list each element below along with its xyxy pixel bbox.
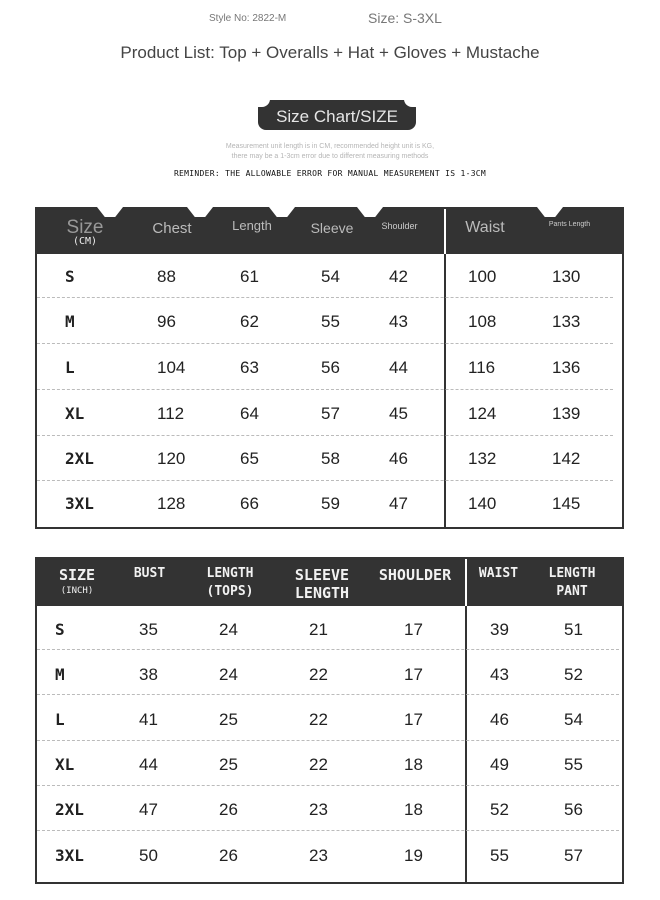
cell-shoulder: 42: [389, 267, 408, 286]
row-separator: [37, 694, 619, 695]
cell-shoulder: 45: [389, 404, 408, 423]
cell-sleeve-length: 22: [309, 755, 328, 774]
cell-size: 3XL: [55, 846, 84, 865]
table-row: [37, 436, 622, 481]
cell-sleeve-length: 23: [309, 800, 328, 819]
cell-waist: 140: [468, 494, 497, 513]
cell-chest: 112: [157, 404, 185, 423]
cell-length-pant: 51: [564, 620, 583, 639]
cell-length: 25: [219, 710, 238, 729]
cell-length: 64: [240, 404, 259, 423]
cell-bust: 47: [139, 800, 158, 819]
cell-length: 61: [240, 267, 259, 286]
cell-length-pant: 56: [564, 800, 583, 819]
cell-sleeve-length: 21: [309, 620, 328, 639]
header-notch: [97, 207, 123, 217]
cell-shoulder: 19: [404, 846, 423, 865]
cell-size: 2XL: [55, 800, 84, 819]
reminder-text: REMINDER: THE ALLOWABLE ERROR FOR MANUAL MEASUREMENT IS 1-3CM: [173, 169, 487, 178]
cell-chest: 88: [157, 267, 176, 286]
cell-chest: 96: [157, 312, 176, 331]
table-row: [37, 390, 622, 435]
cell-size: 2XL: [65, 449, 94, 468]
table-row: [37, 254, 622, 299]
header-length-pant-2: PANT: [556, 584, 588, 599]
cell-shoulder: 47: [389, 494, 408, 513]
header-notch: [187, 207, 213, 217]
cell-size: 3XL: [65, 494, 94, 513]
cell-pants-length: 139: [552, 404, 581, 423]
header-sleeve: Sleeve: [310, 220, 354, 236]
cell-sleeve: 54: [321, 267, 340, 286]
style-number: Style No: 2822-M: [209, 13, 287, 24]
cell-shoulder: 43: [389, 312, 408, 331]
cell-shoulder: 17: [404, 620, 423, 639]
table-inch-header: [37, 559, 622, 606]
cell-sleeve: 55: [321, 312, 340, 331]
cell-length: 24: [219, 620, 238, 639]
size-table-inch: [35, 557, 624, 884]
cell-waist: 49: [490, 755, 509, 774]
header-size-unit: (CM): [72, 236, 98, 247]
cell-bust: 38: [139, 665, 158, 684]
header-divider: [465, 559, 467, 606]
product-list: Product List: Top + Overalls + Hat + Gloves + Mustache: [120, 43, 540, 62]
size-range: Size: S-3XL: [368, 10, 442, 26]
cell-size: M: [55, 665, 65, 684]
cell-pants-length: 136: [552, 358, 581, 377]
cell-pants-length: 145: [552, 494, 581, 513]
cell-size: S: [55, 620, 65, 639]
cell-pants-length: 130: [552, 267, 581, 286]
cell-waist: 46: [490, 710, 509, 729]
cell-chest: 128: [157, 494, 186, 513]
measurement-note-1: Measurement unit length is in CM, recommended height unit is KG,: [225, 143, 435, 150]
table-cm-header: [37, 209, 622, 254]
header-pants-length: Pants Length: [548, 221, 591, 228]
cell-bust: 35: [139, 620, 158, 639]
header-length: Length: [232, 218, 272, 233]
cell-size: XL: [65, 404, 85, 423]
table-row: [37, 606, 622, 651]
cell-shoulder: 17: [404, 665, 423, 684]
cell-length-pant: 54: [564, 710, 583, 729]
header-waist: WAIST: [478, 566, 519, 581]
table-row: [37, 344, 622, 389]
cell-length-pant: 57: [564, 846, 583, 865]
cell-bust: 41: [139, 710, 158, 729]
header-shoulder: Shoulder: [381, 221, 418, 231]
cell-waist: 39: [490, 620, 509, 639]
header-notch: [537, 207, 563, 217]
cell-waist: 108: [468, 312, 497, 331]
cell-length: 62: [240, 312, 259, 331]
cell-size: L: [65, 358, 75, 377]
header-shoulder: SHOULDER: [378, 566, 452, 584]
table-row: [37, 741, 622, 786]
cell-length: 66: [240, 494, 259, 513]
cell-length: 26: [219, 846, 238, 865]
cell-size: M: [65, 312, 75, 331]
cell-pants-length: 133: [552, 312, 581, 331]
header-size-unit: (INCH): [60, 586, 94, 596]
cell-bust: 44: [139, 755, 158, 774]
cell-waist: 124: [468, 404, 497, 423]
cell-waist: 55: [490, 846, 509, 865]
cell-sleeve-length: 23: [309, 846, 328, 865]
cell-size: L: [55, 710, 65, 729]
cell-shoulder: 18: [404, 800, 423, 819]
cell-sleeve: 58: [321, 449, 340, 468]
row-separator: [37, 649, 619, 650]
cell-length-pant: 52: [564, 665, 583, 684]
header-sleeve-length-1: SLEEVE: [294, 566, 350, 584]
cell-size: S: [65, 267, 75, 286]
cell-chest: 104: [157, 358, 186, 377]
cell-waist: 116: [468, 358, 496, 377]
cell-chest: 120: [157, 449, 186, 468]
header-length-tops-2: (TOPS): [206, 584, 254, 599]
row-separator: [37, 297, 613, 298]
cell-sleeve-length: 22: [309, 710, 328, 729]
header-size: SIZE: [58, 566, 96, 584]
table-row: [37, 786, 622, 831]
cell-bust: 50: [139, 846, 158, 865]
cell-sleeve: 57: [321, 404, 340, 423]
header-size: Size: [66, 217, 104, 238]
cell-sleeve-length: 22: [309, 665, 328, 684]
cell-length: 24: [219, 665, 238, 684]
measurement-note-2: there may be a 1-3cm error due to different measuring methods: [231, 153, 429, 160]
table-row: [37, 831, 622, 882]
header-divider: [444, 209, 446, 254]
table-row: [37, 651, 622, 696]
badge-notch-right: [404, 99, 416, 107]
table-row: [37, 299, 622, 344]
cell-sleeve: 59: [321, 494, 340, 513]
header-bust: BUST: [133, 566, 166, 581]
size-table-cm: [35, 207, 624, 529]
cell-length-pant: 55: [564, 755, 583, 774]
badge-notch-left: [258, 99, 270, 107]
size-chart-badge: [258, 100, 416, 130]
cell-length: 25: [219, 755, 238, 774]
cell-pants-length: 142: [552, 449, 581, 468]
cell-length: 26: [219, 800, 238, 819]
cell-waist: 52: [490, 800, 509, 819]
header-sleeve-length-2: LENGTH: [294, 584, 350, 602]
header-length-pant-1: LENGTH: [548, 566, 596, 581]
top-info: [0, 10, 660, 30]
cell-shoulder: 44: [389, 358, 408, 377]
header-notch: [357, 207, 383, 217]
cell-waist: 43: [490, 665, 509, 684]
cell-waist: 100: [468, 267, 497, 286]
cell-waist: 132: [468, 449, 497, 468]
cell-sleeve: 56: [321, 358, 340, 377]
cell-size: XL: [55, 755, 75, 774]
cell-shoulder: 18: [404, 755, 423, 774]
badge-label: Size Chart/SIZE: [276, 107, 398, 126]
header-length-tops-1: LENGTH: [206, 566, 254, 581]
table-row: [37, 481, 622, 527]
cell-length: 63: [240, 358, 259, 377]
cell-length: 65: [240, 449, 259, 468]
header-notch: [269, 207, 295, 217]
table-row: [37, 696, 622, 741]
header-chest: Chest: [152, 220, 192, 237]
cell-shoulder: 46: [389, 449, 408, 468]
header-waist: Waist: [465, 219, 505, 236]
cell-shoulder: 17: [404, 710, 423, 729]
